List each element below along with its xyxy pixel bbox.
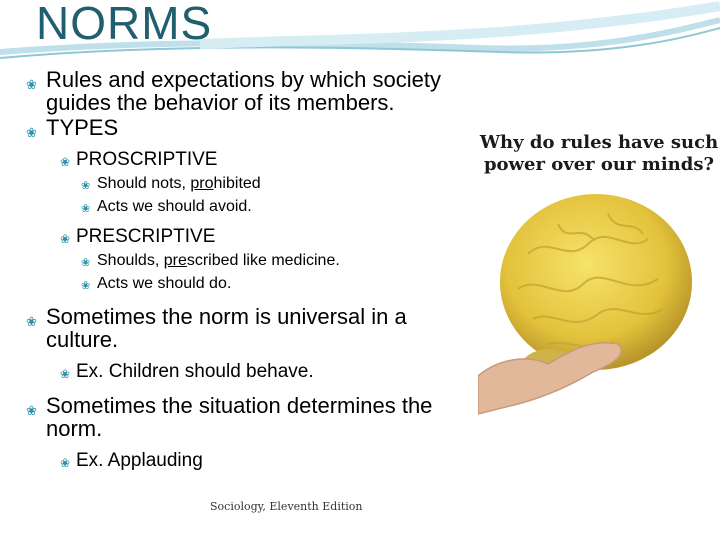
bullet-icon: ❀ [60, 155, 71, 169]
bullet-icon: ❀ [81, 257, 91, 269]
bullet-icon: ❀ [26, 403, 37, 418]
list-item: ❀ Sometimes the norm is universal in a culture. [26, 304, 407, 352]
footer-source: Sociology, Eleventh Edition [210, 500, 363, 513]
bullet-icon: ❀ [81, 280, 91, 292]
bullet-icon: ❀ [26, 314, 37, 329]
list-item: ❀ Acts we should do. [16, 275, 456, 293]
page-title: NORMS [36, 0, 213, 49]
bullet-icon: ❀ [81, 180, 91, 192]
bullet-icon: ❀ [60, 367, 71, 381]
list-item: ❀ Acts we should avoid. [16, 198, 456, 216]
bullet-icon: ❀ [60, 232, 71, 246]
bullet-list [16, 68, 456, 471]
brain-in-hand-image [478, 114, 720, 416]
list-item: ❀ Ex. Applauding [16, 450, 456, 471]
list-item: ❀ Shoulds, prescribed like medicine. [16, 252, 456, 270]
list-item: ❀ Ex. Children should behave. [16, 361, 456, 382]
list-item: ❀ PRESCRIPTIVE [16, 226, 456, 247]
bullet-icon: ❀ [81, 203, 91, 215]
list-item: ❀ Rules and expectations by which society guides the behavior of its members. [26, 67, 441, 115]
bullet-icon: ❀ [60, 456, 71, 470]
bullet-icon: ❀ [26, 77, 37, 92]
list-item: ❀ PROSCRIPTIVE [16, 149, 456, 170]
image-caption: Why do rules have such power over our minds? [479, 132, 719, 175]
list-item: ❀ Should nots, prohibited [16, 175, 456, 193]
list-item: ❀ Sometimes the situation determines the norm. [26, 393, 433, 441]
bullet-icon: ❀ [26, 125, 37, 140]
list-item: ❀ TYPES [16, 116, 456, 139]
